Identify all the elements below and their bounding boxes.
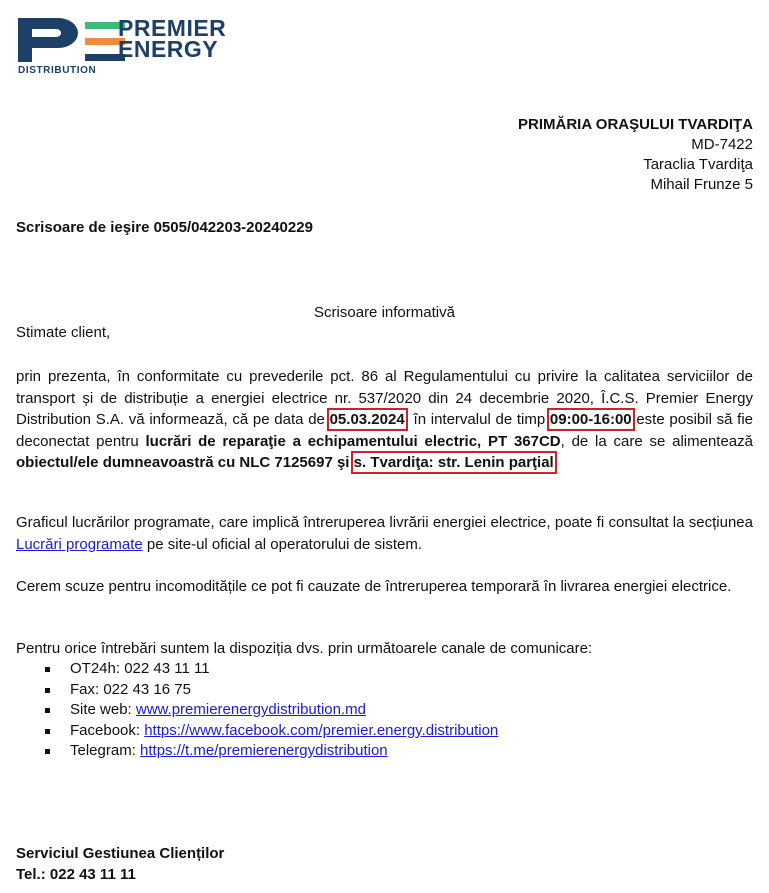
document-title: Scrisoare informativă	[314, 304, 455, 321]
recipient-name: PRIMĂRIA ORAŞULUI TVARDIŢA	[518, 116, 753, 133]
affected-address: s. Tvardiţa: str. Lenin parţial	[353, 454, 554, 471]
greeting: Stimate client,	[16, 324, 111, 341]
logo-p-icon	[18, 18, 80, 62]
contact-item-fax: Fax: 022 43 16 75	[16, 680, 498, 701]
signature-phone: Tel.: 022 43 11 11	[16, 866, 136, 883]
outage-date: 05.03.2024	[329, 411, 405, 428]
telegram-link[interactable]: https://t.me/premierenergydistribution	[140, 742, 388, 759]
work-description: lucrări de reparaţie a echipamentului electric, PT 367CD	[145, 432, 561, 450]
apology-paragraph: Cerem scuze pentru incomoditățile ce pot fi cauzate de întreruperea temporară în livrarea energiei electrice.	[16, 578, 732, 595]
affected-object: obiectul/ele dumneavoastră cu NLC 7125697 şi	[16, 454, 350, 471]
logo-subtitle: DISTRIBUTION	[18, 65, 97, 76]
contact-intro: Pentru orice întrebări suntem la dispoziția dvs. prin următoarele canale de comunicare:	[16, 640, 593, 657]
recipient-locality: Taraclia Tvardiţa	[643, 156, 753, 173]
logo-brand-text: PREMIER ENERGY	[118, 15, 227, 62]
signature-block	[16, 843, 224, 885]
contact-item-ot24h: OT24h: 022 43 11 11	[16, 659, 498, 680]
recipient-postal-code: MD-7422	[691, 136, 753, 153]
outage-time: 09:00-16:00	[549, 411, 632, 428]
facebook-link[interactable]: https://www.facebook.com/premier.energy.distribution	[144, 721, 499, 739]
schedule-paragraph: Graficul lucrărilor programate, care implică întreruperea livrării energiei electrice, poate fi consultat la secțiunea Lucrări programate pe site-ul oficial al operatorului de sistem.	[16, 514, 753, 553]
company-logo	[18, 15, 258, 78]
outage-notice-paragraph: prin prezenta, în conformitate cu prevederile pct. 86 al Regulamentului cu privire la calitatea serviciilor de transport și de distribuție a energiei electrice nr. 537/2020 din 24 decembrie 2020, Î.C.S. Premier Energy Distribution S.A. vă informează, că pe data de 05.03.2024, în intervalul de timp 09:00-16:00 este posibil să fie deconectat pentru lucrări de reparaţie a echipamentului electric, PT 367CD, de la care se alimentează obiectul/ele dumneavoastră cu NLC 7125697 şi s. Tvardiţa: str. Lenin parţial.	[16, 368, 753, 471]
scheduled-works-link[interactable]: Lucrări programate	[16, 535, 143, 553]
contact-item-facebook: Facebook: https://www.facebook.com/premier.energy.distribution	[16, 721, 498, 742]
recipient-street: Mihail Frunze 5	[650, 176, 753, 193]
signature-department: Serviciul Gestiunea Clienților	[16, 845, 225, 862]
contact-list	[16, 659, 498, 762]
website-link[interactable]: www.premierenergydistribution.md	[135, 701, 366, 718]
contact-item-telegram: Telegram: https://t.me/premierenergydistribution	[16, 741, 498, 762]
recipient-address	[518, 115, 753, 195]
letter-reference: Scrisoare de ieşire 0505/042203-20240229	[16, 219, 313, 236]
contact-item-website: Site web: www.premierenergydistribution.md	[16, 700, 498, 721]
